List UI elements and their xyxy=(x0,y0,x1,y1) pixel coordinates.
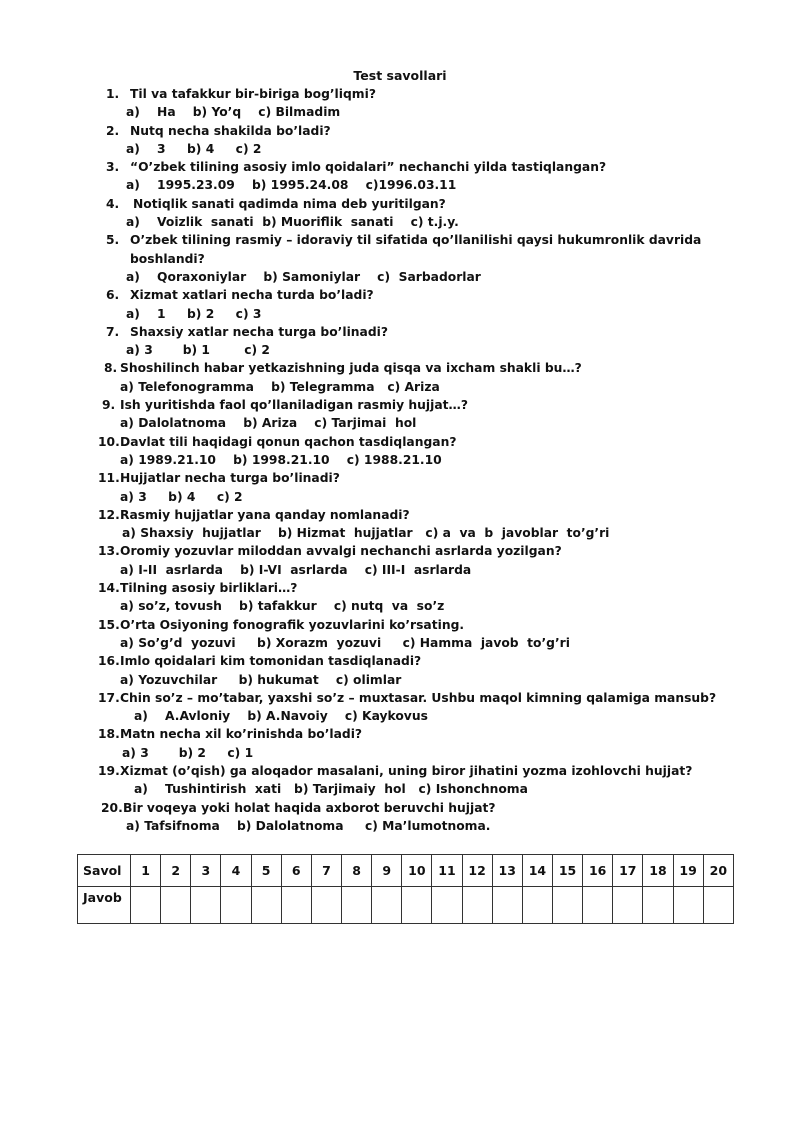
answer-options: a) 3 b) 4 c) 2 xyxy=(120,489,243,504)
question-number-cell: 18 xyxy=(643,855,673,887)
question-item xyxy=(0,158,800,195)
question-item xyxy=(0,231,800,286)
question-line xyxy=(0,762,800,780)
question-text: Shoshilinch habar yetkazishning juda qisqa va ixcham shakli bu…? xyxy=(120,361,582,376)
question-item xyxy=(0,725,800,762)
answer-table-savol-label: Savol xyxy=(78,855,131,887)
question-number-cell: 11 xyxy=(432,855,462,887)
question-line xyxy=(0,85,800,103)
question-number: 14. xyxy=(98,581,120,596)
question-line xyxy=(0,799,800,817)
question-item xyxy=(0,323,800,360)
question-item xyxy=(0,799,800,836)
answer-cell[interactable] xyxy=(432,887,462,924)
question-number: 5. xyxy=(106,233,120,248)
question-item xyxy=(0,542,800,579)
answer-cell[interactable] xyxy=(191,887,221,924)
question-item xyxy=(0,652,800,689)
answer-options: a) A.Avloniy b) A.Navoiy c) Kaykovus xyxy=(134,709,428,724)
question-number: 2. xyxy=(106,123,120,138)
question-line xyxy=(0,616,800,634)
answer-options: a) 3 b) 4 c) 2 xyxy=(126,141,262,156)
question-number-cell: 8 xyxy=(341,855,371,887)
question-text: Xizmat (o’qish) ga aloqador masalani, uning biror jihatini yozma izohlovchi hujjat? xyxy=(120,763,693,778)
question-item xyxy=(0,433,800,470)
question-text: Oromiy yozuvlar miloddan avvalgi nechanchi asrlarda yozilgan? xyxy=(120,544,562,559)
answer-table-question-row xyxy=(78,855,734,887)
answer-options: a) Dalolatnoma b) Ariza c) Tarjimai hol xyxy=(120,416,417,431)
answer-options: a) 3 b) 2 c) 1 xyxy=(122,745,254,760)
answer-cell[interactable] xyxy=(462,887,492,924)
question-number-cell: 20 xyxy=(703,855,733,887)
answer-cell[interactable] xyxy=(643,887,673,924)
question-number-cell: 4 xyxy=(221,855,251,887)
question-item xyxy=(0,359,800,396)
question-item xyxy=(0,85,800,122)
answer-options: a) Telefonogramma b) Telegramma c) Ariza xyxy=(120,379,440,394)
question-line xyxy=(0,158,800,176)
answer-options: a) I-II asrlarda b) I-VI asrlarda c) III-I asrlarda xyxy=(120,562,472,577)
question-number-cell: 10 xyxy=(402,855,432,887)
answer-options: a) Tushintirish xati b) Tarjimaiy hol c) Ishonchnoma xyxy=(134,782,528,797)
question-number: 6. xyxy=(106,288,120,303)
question-line xyxy=(0,359,800,377)
question-text: Bir voqeya yoki holat haqida axborot beruvchi hujjat? xyxy=(123,800,496,815)
question-text: O’rta Osiyoning fonografik yozuvlarini ko’rsating. xyxy=(120,617,465,632)
question-number-cell: 19 xyxy=(673,855,703,887)
question-item xyxy=(0,122,800,159)
question-number: 3. xyxy=(106,160,120,175)
answer-options: a) Voizlik sanati b) Muoriflik sanati c) t.j.y. xyxy=(126,215,459,230)
question-line xyxy=(0,323,800,341)
question-number: 8. xyxy=(104,361,118,376)
answer-cell[interactable] xyxy=(522,887,552,924)
question-line xyxy=(0,286,800,304)
question-line xyxy=(0,469,800,487)
question-line xyxy=(0,433,800,451)
question-number-cell: 13 xyxy=(492,855,522,887)
answer-table xyxy=(77,854,734,924)
question-item xyxy=(0,286,800,323)
answer-options: a) Qoraxoniylar b) Samoniylar c) Sarbadorlar xyxy=(126,269,481,284)
answer-cell[interactable] xyxy=(402,887,432,924)
answer-cell[interactable] xyxy=(492,887,522,924)
question-number: 19. xyxy=(98,763,120,778)
question-number: 15. xyxy=(98,617,120,632)
question-line xyxy=(0,542,800,560)
question-item xyxy=(0,506,800,543)
answer-options: a) Yozuvchilar b) hukumat c) olimlar xyxy=(120,672,402,687)
question-number-cell: 7 xyxy=(311,855,341,887)
question-text: Chin so’z – mo’tabar, yaxshi so’z – muxtasar. Ushbu maqol kimning qalamiga mansub? xyxy=(120,690,717,705)
question-item xyxy=(0,195,800,232)
question-number-cell: 15 xyxy=(552,855,582,887)
answer-cell[interactable] xyxy=(613,887,643,924)
question-number: 11. xyxy=(98,471,120,486)
answer-options: a) so’z, tovush b) tafakkur c) nutq va so’z xyxy=(120,599,445,614)
question-number: 7. xyxy=(106,324,120,339)
question-text: Notiqlik sanati qadimda nima deb yuritilgan? xyxy=(133,196,446,211)
question-number: 17. xyxy=(98,690,120,705)
answer-options: a) So’g’d yozuvi b) Xorazm yozuvi c) Hamma javob to’g’ri xyxy=(120,635,570,650)
question-text: Rasmiy hujjatlar yana qanday nomlanadi? xyxy=(120,507,410,522)
question-number-cell: 2 xyxy=(161,855,191,887)
question-number-cell: 12 xyxy=(462,855,492,887)
question-text: Til va tafakkur bir-biriga bog’liqmi? xyxy=(130,87,376,101)
question-number: 4. xyxy=(106,196,120,211)
question-line xyxy=(0,652,800,670)
question-line xyxy=(0,396,800,414)
question-number: 10. xyxy=(98,434,120,449)
answer-options: a) 1 b) 2 c) 3 xyxy=(126,306,262,321)
question-text: Matn necha xil ko’rinishda bo’ladi? xyxy=(120,727,363,742)
question-number-cell: 6 xyxy=(281,855,311,887)
question-line xyxy=(0,195,800,213)
question-line xyxy=(0,231,800,249)
question-list xyxy=(0,85,800,835)
question-text: Davlat tili haqidagi qonun qachon tasdiqlangan? xyxy=(120,434,457,449)
question-text: Xizmat xatlari necha turda bo’ladi? xyxy=(130,288,374,303)
question-text: O’zbek tilining rasmiy – idoraviy til sifatida qo’llanilishi qaysi hukumronlik davrida xyxy=(130,233,702,248)
question-number-cell: 3 xyxy=(191,855,221,887)
question-number-cell: 17 xyxy=(613,855,643,887)
answer-cell[interactable] xyxy=(311,887,341,924)
answer-cell[interactable] xyxy=(552,887,582,924)
answer-cell[interactable] xyxy=(341,887,371,924)
question-number-cell: 14 xyxy=(522,855,552,887)
question-number: 9. xyxy=(102,398,116,413)
question-item xyxy=(0,579,800,616)
question-line xyxy=(0,122,800,140)
question-number-cell: 16 xyxy=(583,855,613,887)
answer-table-answer-row xyxy=(78,887,734,924)
question-text: Nutq necha shakilda bo’ladi? xyxy=(130,123,331,138)
question-text-continued: boshlandi? xyxy=(130,251,205,266)
question-text: Tilning asosiy birliklari…? xyxy=(120,581,298,596)
answer-cell[interactable] xyxy=(703,887,733,924)
question-number: 13. xyxy=(98,544,120,559)
question-text: “O’zbek tilining asosiy imlo qoidalari” nechanchi yilda tastiqlangan? xyxy=(130,160,607,175)
question-number: 16. xyxy=(98,654,120,669)
question-line xyxy=(0,725,800,743)
question-number-cell: 5 xyxy=(251,855,281,887)
answer-cell[interactable] xyxy=(372,887,402,924)
question-line xyxy=(0,506,800,524)
question-item xyxy=(0,396,800,433)
answer-cell[interactable] xyxy=(281,887,311,924)
question-text: Imlo qoidalari kim tomonidan tasdiqlanadi? xyxy=(120,654,422,669)
answer-options: a) Ha b) Yo’q c) Bilmadim xyxy=(126,105,341,120)
answer-options: a) Tafsifnoma b) Dalolatnoma c) Ma’lumotnoma. xyxy=(126,818,491,833)
answer-cell[interactable] xyxy=(161,887,191,924)
document-title: Test savollari xyxy=(353,68,447,83)
question-item xyxy=(0,469,800,506)
question-item xyxy=(0,616,800,653)
answer-options: a) 3 b) 1 c) 2 xyxy=(126,343,270,358)
question-number-cell: 1 xyxy=(131,855,161,887)
answer-cell[interactable] xyxy=(583,887,613,924)
answer-table-javob-label: Javob xyxy=(78,887,131,924)
answer-options: a) 1995.23.09 b) 1995.24.08 c)1996.03.11 xyxy=(126,178,457,193)
answer-options: a) Shaxsiy hujjatlar b) Hizmat hujjatlar c) a va b javoblar to’g’ri xyxy=(122,526,610,541)
answer-cell[interactable] xyxy=(673,887,703,924)
question-text: Hujjatlar necha turga bo’linadi? xyxy=(120,471,340,486)
question-item xyxy=(0,689,800,726)
question-number: 20. xyxy=(101,800,123,815)
question-line xyxy=(0,579,800,597)
answer-options: a) 1989.21.10 b) 1998.21.10 c) 1988.21.10 xyxy=(120,452,442,467)
question-line xyxy=(0,689,800,707)
question-number: 1. xyxy=(106,87,120,101)
question-number: 12. xyxy=(98,507,120,522)
question-item xyxy=(0,762,800,799)
answer-cell[interactable] xyxy=(131,887,161,924)
question-number-cell: 9 xyxy=(372,855,402,887)
question-text: Shaxsiy xatlar necha turga bo’linadi? xyxy=(130,324,388,339)
question-text: Ish yuritishda faol qo’llaniladigan rasmiy hujjat…? xyxy=(120,398,468,413)
answer-cell[interactable] xyxy=(221,887,251,924)
answer-cell[interactable] xyxy=(251,887,281,924)
question-number: 18. xyxy=(98,727,120,742)
